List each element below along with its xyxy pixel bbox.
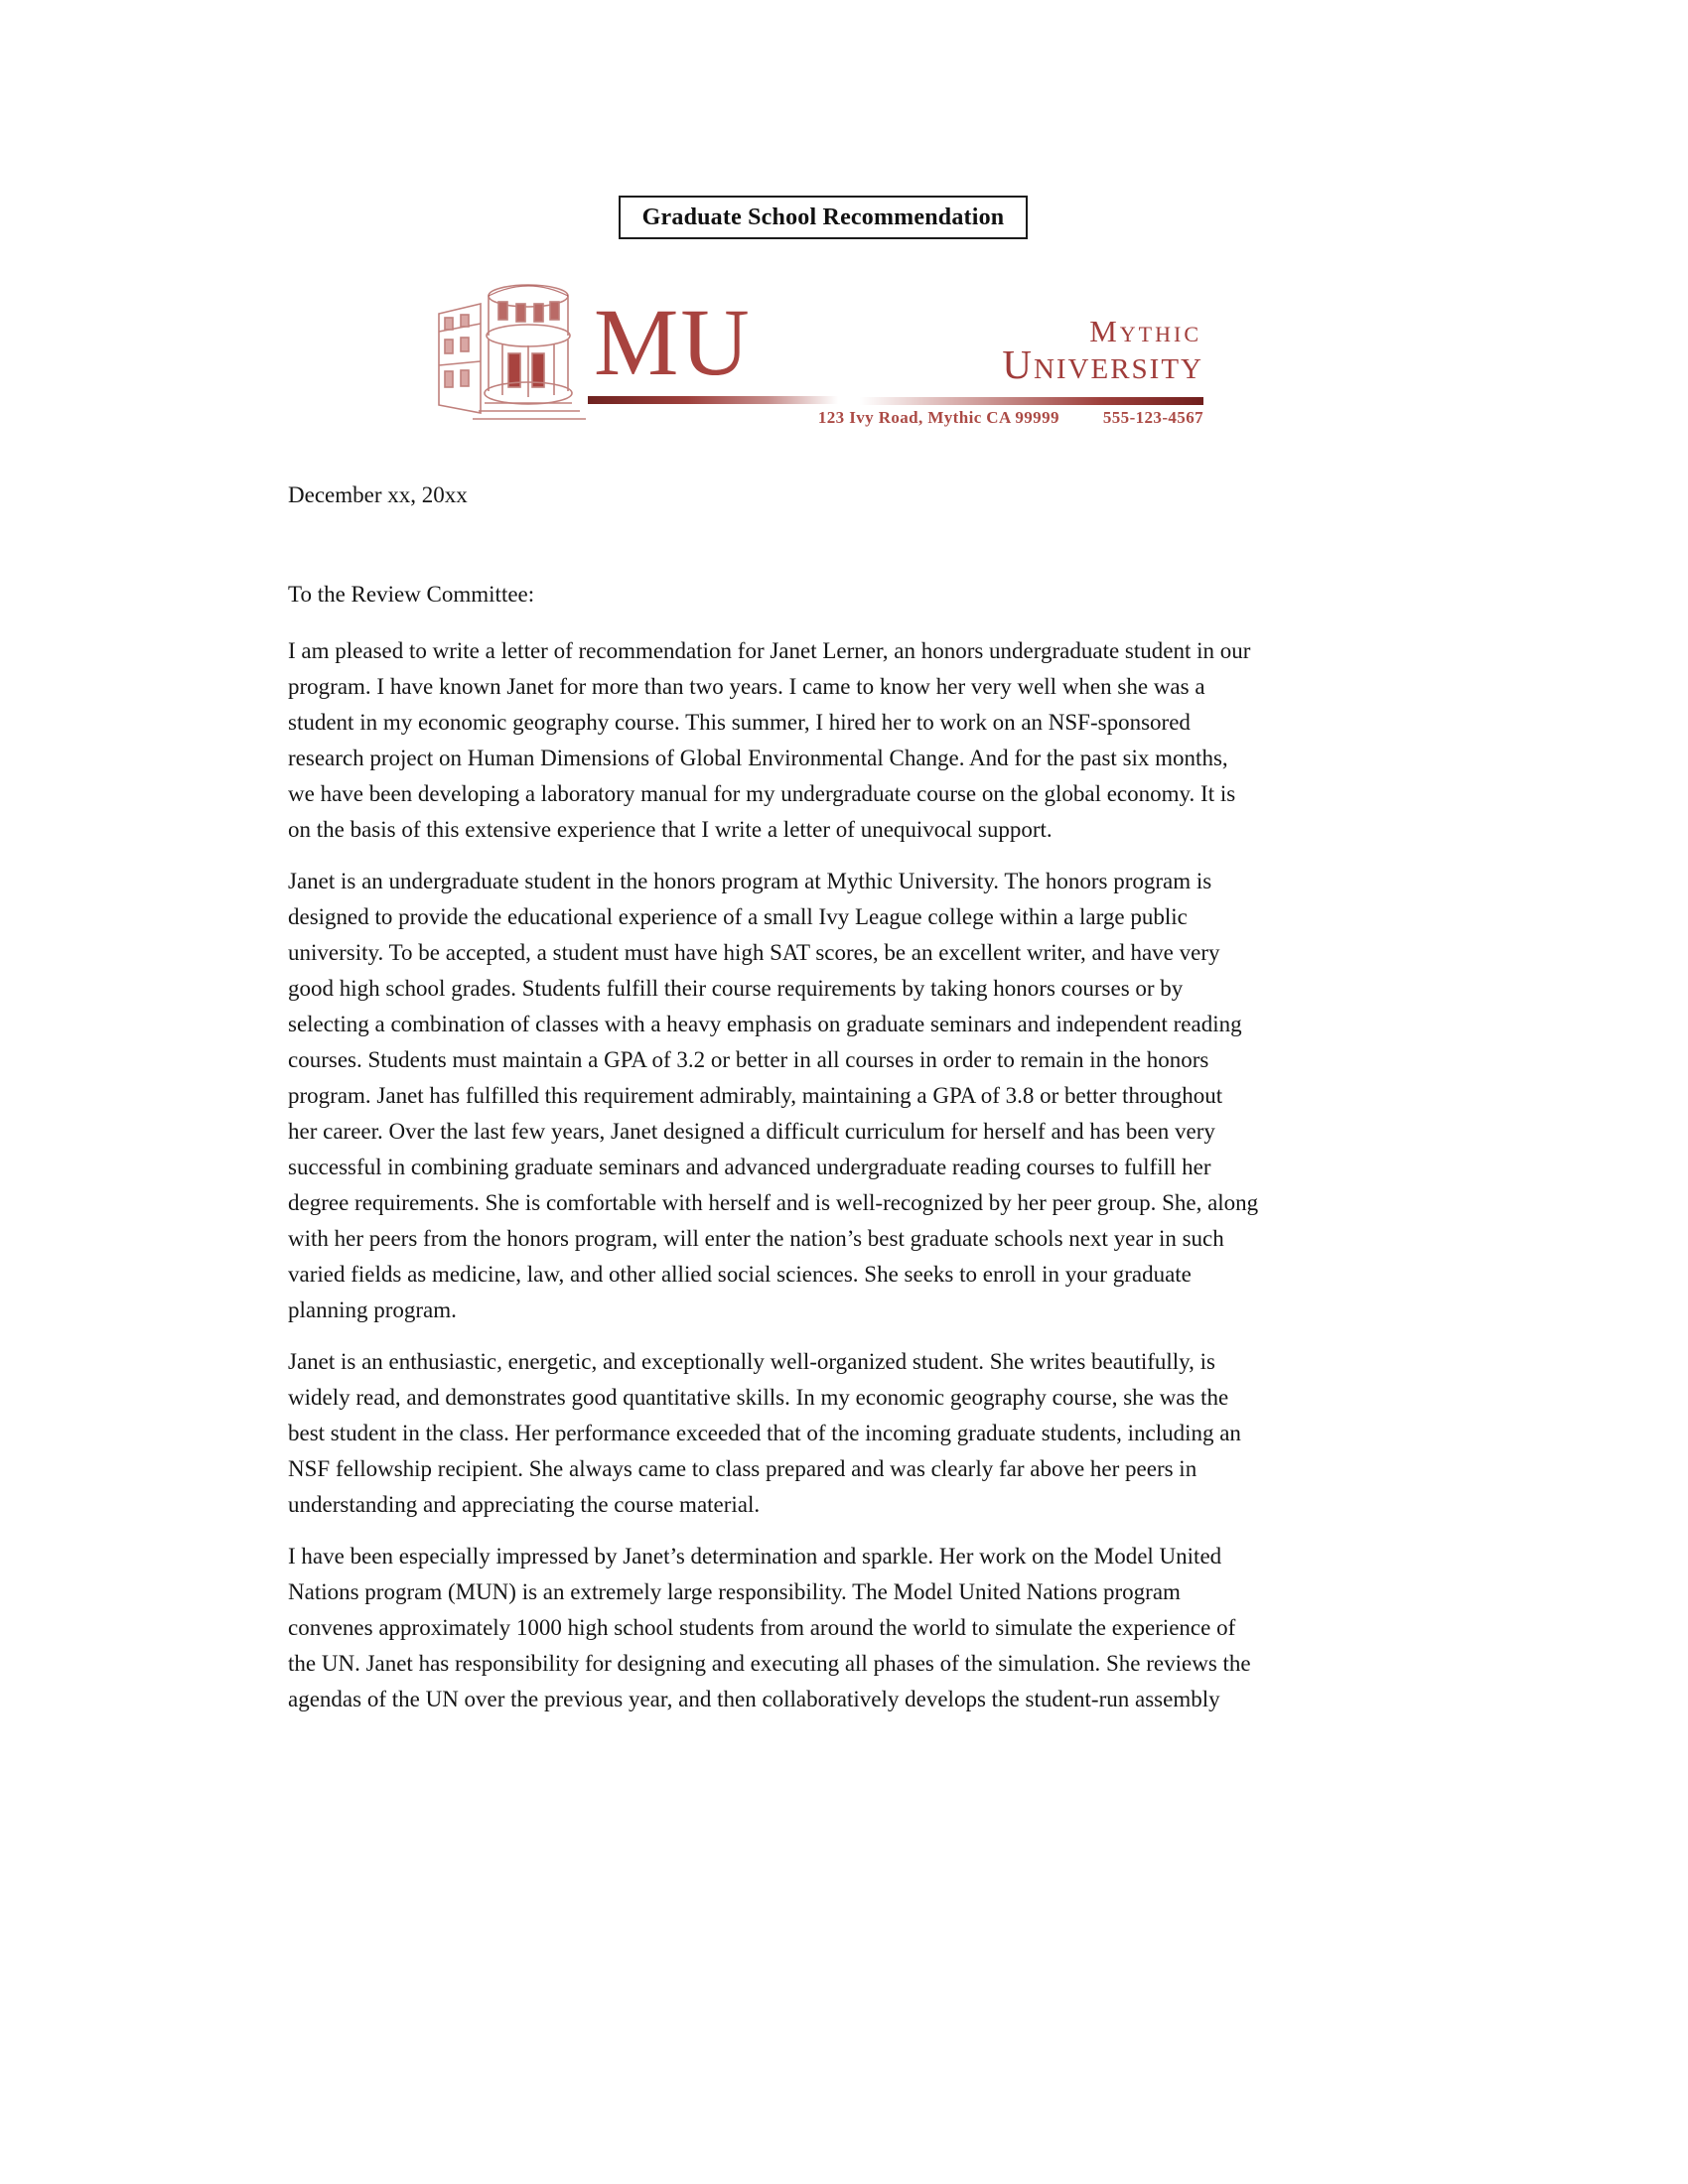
- university-address: 123 Ivy Road, Mythic CA 99999: [817, 408, 1059, 427]
- university-name: [1002, 314, 1203, 387]
- university-name-line2: University: [1002, 341, 1203, 387]
- letter-paragraph: Janet is an undergraduate student in the honors program at Mythic University. The honors program is designed to provide the educational experience of a small Ivy League college within a large public university. To be accepted, a student must have high SAT scores, be an excellent writer, and have very good high school grades. Students fulfill their course requirements by taking honors courses or by selecting a combination of classes with a heavy emphasis on graduate seminars and independent reading courses. Students must maintain a GPA of 3.2 or better in all courses in order to remain in the honors program. Janet has fulfilled this requirement admirably, maintaining a GPA of 3.8 or better throughout her career. Over the last few years, Janet designed a difficult curriculum for herself and has been very successful in combining graduate seminars and advanced undergraduate reading courses to fulfill her degree requirements. She is comfortable with herself and is well-recognized by her peer group. She, along with her peers from the honors program, will enter the nation’s best graduate schools next year in such varied fields as medicine, law, and other allied social sciences. She seeks to enroll in your graduate planning program.: [288, 869, 1259, 1322]
- university-underline-rule: [860, 397, 1203, 405]
- university-name-line1: Mythic: [1089, 314, 1201, 348]
- letter-paragraph: I am pleased to write a letter of recommendation for Janet Lerner, an honors undergraduate student in our program. I have known Janet for more than two years. I came to know her very well when she was a student in my economic geography course. This summer, I hired her to work on an NSF-sponsored research project on Human Dimensions of Global Environmental Change. And for the past six months, we have been developing a laboratory manual for my undergraduate course on the global economy. It is on the basis of this extensive experience that I write a letter of unequivocal support.: [288, 638, 1251, 842]
- letter-date: December xx, 20xx: [288, 482, 468, 507]
- letter-paragraph: I have been especially impressed by Janet’s determination and sparkle. Her work on the Model United Nations program (MUN) is an extremely large responsibility. The Model United Nations program convenes approximately 1000 high school students from around the world to simulate the experience of the UN. Janet has responsibility for designing and executing all phases of the simulation. She reviews the agendas of the UN over the previous year, and then collaboratively develops the student-run assembly: [288, 1544, 1251, 1711]
- letter-paragraph: Janet is an enthusiastic, energetic, and exceptionally well-organized student. She writes beautifully, is widely read, and demonstrates good quantitative skills. In my economic geography course, she was the best student in the class. Her performance exceeded that of the incoming graduate students, including an NSF fellowship recipient. She always came to class prepared and was clearly far above her peers in understanding and appreciating the course material.: [288, 1349, 1241, 1517]
- university-address-line: [818, 408, 1203, 428]
- document-title: Graduate School Recommendation: [641, 204, 1005, 230]
- letterhead: [0, 0, 1688, 457]
- university-building-icon: [433, 274, 588, 425]
- university-monogram: MU: [594, 289, 752, 395]
- university-phone: 555-123-4567: [1102, 408, 1203, 427]
- letter-salutation: To the Review Committee:: [288, 582, 535, 607]
- letter-body: [288, 633, 1440, 1733]
- monogram-underline-rule: [588, 396, 838, 404]
